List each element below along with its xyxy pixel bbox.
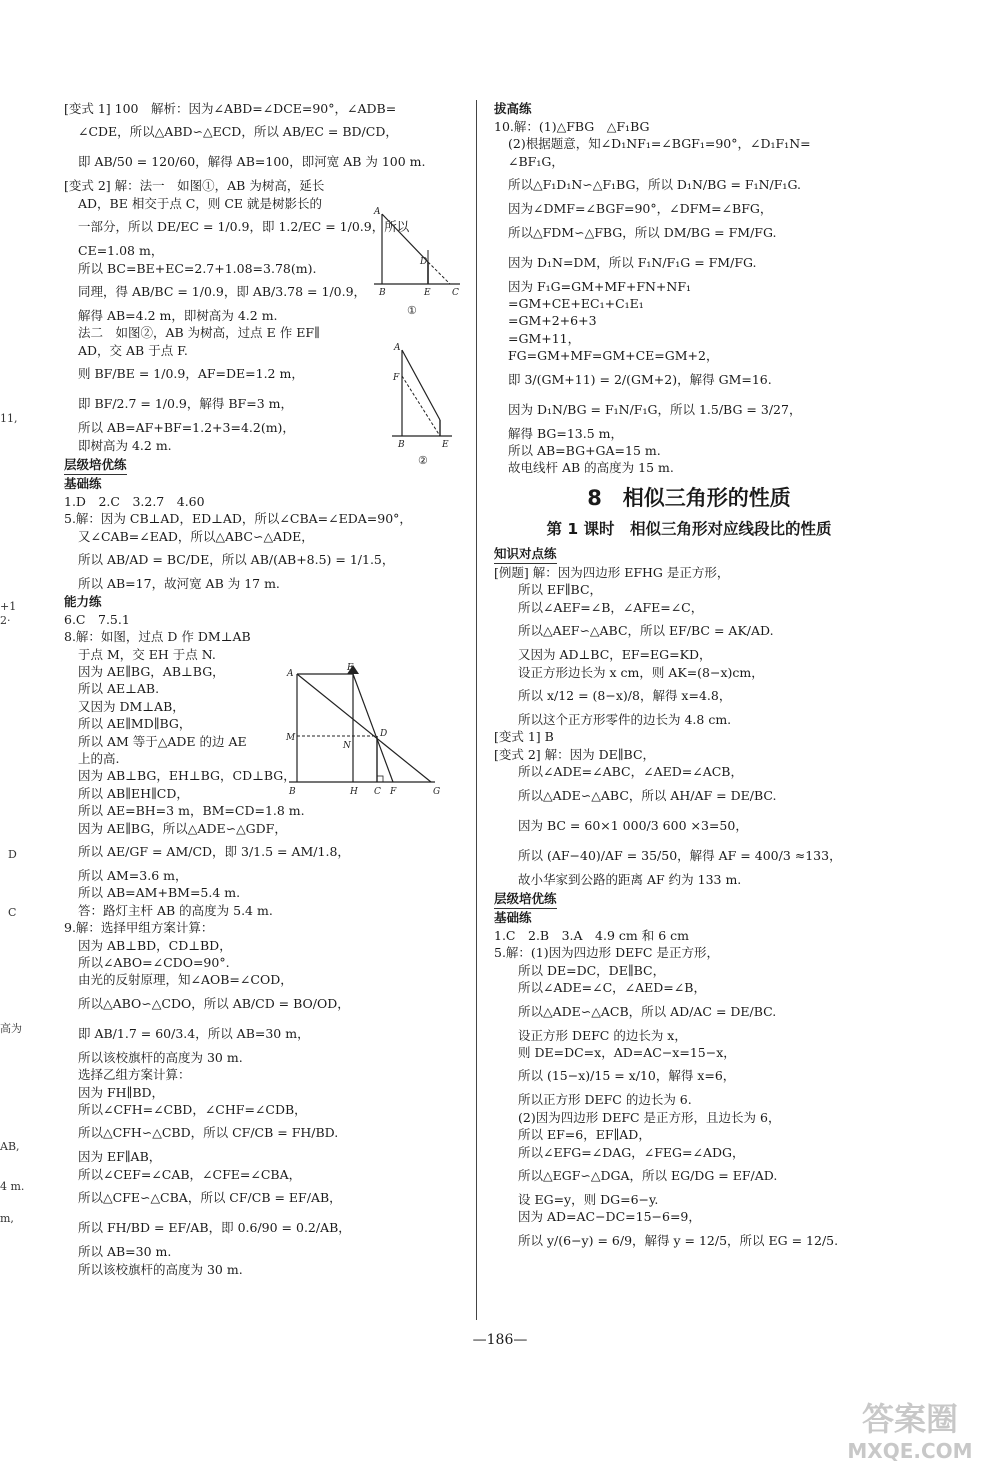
- fig3-label: A: [287, 669, 294, 679]
- fig2-label: B: [398, 440, 405, 450]
- answer-line: 所以 AE=BH=3 m，BM=CD=1.8 m.: [78, 803, 305, 819]
- edge-fragment: AB,: [0, 1140, 20, 1153]
- edge-fragment: 2·: [0, 614, 11, 627]
- answer-line: 9.解：选择甲组方案计算：: [64, 920, 214, 936]
- answer-line: 因为 AB⊥BG，EH⊥BG，CD⊥BG，: [78, 768, 296, 784]
- answer-line: 因为 D₁N/BG = F₁N/F₁G，所以 1.5/BG = 3/27，: [508, 401, 802, 417]
- answer-line: 所以 AE/GF = AM/CD，即 3/1.5 = AM/1.8，: [78, 843, 350, 859]
- fig3-label: F: [390, 787, 397, 797]
- answer-line: 上的高.: [78, 750, 120, 766]
- answer-line: 一部分，所以 DE/EC = 1/0.9，即 1.2/EC = 1/0.9，所以: [78, 219, 410, 235]
- answer-line: 所以△CFE∽△CBA，所以 CF/CB = EF/AB，: [78, 1190, 342, 1206]
- answer-line: ∠CDE，所以△ABD∽△ECD，所以 AB/EC = BD/CD，: [78, 124, 398, 140]
- answer-line: 所以 (15−x)/15 = x/10，解得 x=6，: [518, 1068, 736, 1084]
- answer-line: 所以 x/12 = (8−x)/8，解得 x=4.8，: [518, 687, 732, 703]
- answer-line: 所以 EF∥BC，: [518, 582, 603, 598]
- answer-line: 即 AB/1.7 = 60/3.4，所以 AB=30 m，: [78, 1025, 310, 1041]
- answer-line: 所以 AM 等于△ADE 的边 AE: [78, 733, 247, 749]
- answer-line: 于点 M，交 EH 于点 N.: [78, 646, 216, 662]
- fig2-label: F: [393, 373, 400, 383]
- answer-line: 所以∠ADE=∠C，∠AED=∠B，: [518, 980, 706, 996]
- answer-line: 又因为 DM⊥AB，: [78, 698, 185, 714]
- answer-line: 1.C 2.B 3.A 4.9 cm 和 6 cm: [494, 927, 689, 943]
- answer-line: =GM+2+6+3: [508, 313, 597, 329]
- fig1-label: D: [420, 257, 428, 267]
- figure-2-tree-shadow: [388, 340, 468, 470]
- figure-1-svg: [370, 202, 470, 322]
- subsection-heading: 拔高练: [494, 101, 532, 116]
- fig3-label: B: [289, 787, 296, 797]
- answer-line: 1.D 2.C 3.2.7 4.60: [64, 494, 205, 510]
- answer-line: 即 3/(GM+11) = 2/(GM+2)，解得 GM=16.: [508, 371, 772, 387]
- answer-line: [例题] 解：因为四边形 EFHG 是正方形，: [494, 564, 730, 580]
- watermark-logo: [830, 1392, 990, 1464]
- answer-line: 则 BF/BE = 1/0.9，AF=DE=1.2 m，: [78, 366, 304, 382]
- answer-line: 所以△ADE∽△ACB，所以 AD/AC = DE/BC.: [518, 1003, 777, 1019]
- answer-line: 5.解：因为 CB⊥AD，ED⊥AD，所以∠CBA=∠EDA=90°，: [64, 511, 412, 527]
- fig1-label: E: [424, 288, 431, 298]
- answer-line: (2)根据题意，知∠D₁NF₁=∠BGF₁=90°，∠D₁F₁N=: [508, 136, 811, 152]
- answer-line: 因为 D₁N=DM，所以 F₁N/F₁G = FM/FG.: [508, 254, 757, 270]
- fig1-caption: ①: [407, 304, 417, 317]
- answer-line: 10.解：(1)△FBG △F₁BG: [494, 119, 650, 134]
- answer-line: 又∠CAB=∠EAD，所以△ABC∽△ADE，: [78, 528, 314, 544]
- answer-line: 即树高为 4.2 m.: [78, 437, 172, 453]
- answer-line: 故小华家到公路的距离 AF 约为 133 m.: [518, 871, 742, 887]
- answer-line: 因为 AB⊥BD，CD⊥BD，: [78, 937, 232, 953]
- fig3-label: N: [343, 741, 351, 751]
- answer-line: 所以△EGF∽△DGA，所以 EG/DG = EF/AD.: [518, 1168, 778, 1183]
- answer-line: [变式 2] 解：法一 如图①，AB 为树高，延长: [64, 178, 325, 194]
- subsection-heading: 基础练: [494, 909, 532, 925]
- answer-line: 所以△AEF∽△ABC，所以 EF/BC = AK/AD.: [518, 623, 774, 639]
- answer-line: 所以 AB=AF+BF=1.2+3=4.2(m)，: [78, 420, 295, 436]
- answer-line: 所以 BC=BE+EC=2.7+1.08=3.78(m).: [78, 260, 317, 276]
- answer-line: [变式 1] B: [494, 729, 554, 745]
- chapter-title: 8 相似三角形的性质: [587, 485, 791, 510]
- answer-line: 则 DE=DC=x，AD=AC−x=15−x，: [518, 1044, 736, 1060]
- answer-line: ∠BF₁G，: [508, 153, 564, 169]
- answer-line: 所以△FDM∽△FBG，所以 DM/BG = FM/FG.: [508, 224, 777, 240]
- answer-line: 所以∠ABO=∠CDO=90°.: [78, 955, 230, 970]
- answer-line: 因为 BC = 60×1 000/3 600 ×3=50，: [518, 817, 748, 833]
- answer-line: 因为∠DMF=∠BGF=90°，∠DFM=∠BFG，: [508, 201, 773, 217]
- answer-line: =GM+CE+EC₁+C₁E₁: [508, 296, 644, 312]
- watermark-svg: [830, 1392, 990, 1464]
- edge-fragment: 4 m.: [0, 1180, 25, 1193]
- section-heading: 层级培优练: [64, 456, 127, 475]
- answer-line: 选择乙组方案计算：: [78, 1067, 191, 1083]
- answer-line: 因为 AD=AC−DC=15−6=9，: [518, 1209, 701, 1225]
- figure-1-tree-shadow: [370, 202, 470, 322]
- answer-line: 设正方形边长为 x cm，则 AK=(8−x)cm，: [518, 664, 764, 680]
- answer-line: 所以△ABO∽△CDO，所以 AB/CD = BO/OD，: [78, 995, 350, 1011]
- answer-line: =GM+11，: [508, 330, 581, 346]
- section-heading: 知识对点练: [494, 545, 557, 564]
- fig1-label: A: [374, 207, 381, 217]
- page-number: —186—: [472, 1332, 528, 1348]
- answer-line: 8.解：如图，过点 D 作 DM⊥AB: [64, 629, 251, 645]
- answer-line: 设 EG=y，则 DG=6−y.: [518, 1192, 659, 1207]
- answer-line: 即 AB/50 = 120/60，解得 AB=100，即河宽 AB 为 100 m.: [78, 154, 426, 170]
- answer-line: 又因为 AD⊥BC，EF=EG=KD，: [518, 647, 712, 663]
- figure-3-street-lamp: [285, 660, 455, 800]
- subsection-heading: 基础练: [64, 476, 102, 492]
- answer-line: 所以 AB=30 m.: [78, 1244, 172, 1260]
- answer-line: CE=1.08 m，: [78, 243, 164, 259]
- answer-line: 5.解：(1)因为四边形 DEFC 是正方形，: [494, 945, 719, 961]
- answer-line: 答：路灯主杆 AB 的高度为 5.4 m.: [78, 902, 273, 918]
- figure-3-svg: [285, 660, 455, 800]
- answer-line: 6.C 7.5.1: [64, 611, 130, 627]
- fig1-label: B: [379, 288, 386, 298]
- answer-line: 所以 AB∥EH∥CD，: [78, 785, 189, 801]
- answer-line: 所以正方形 DEFC 的边长为 6.: [518, 1092, 692, 1108]
- answer-line: 因为 AE∥BG，AB⊥BG，: [78, 663, 225, 679]
- answer-line: 所以这个正方形零件的边长为 4.8 cm.: [518, 711, 732, 727]
- answer-line: 所以该校旗杆的高度为 30 m.: [78, 1049, 243, 1065]
- answer-line: 所以 AE⊥AB.: [78, 681, 160, 697]
- answer-line: 因为 AE∥BG，所以△ADE∽△GDF，: [78, 820, 287, 836]
- watermark-text: 答案圈: [861, 1400, 959, 1438]
- fig2-label: E: [442, 440, 449, 450]
- watermark-url: MXQE.COM: [847, 1439, 973, 1463]
- answer-line: 所以△F₁D₁N∽△F₁BG，所以 D₁N/BG = F₁N/F₁G.: [508, 177, 801, 193]
- answer-line: 所以∠CFH=∠CBD，∠CHF=∠CDB，: [78, 1102, 307, 1118]
- subsection-heading: 能力练: [64, 593, 102, 609]
- figure-2-svg: [388, 340, 468, 470]
- answer-line: 所以 EF=6，EF∥AD，: [518, 1127, 651, 1143]
- edge-fragment: D: [8, 848, 17, 861]
- fig3-label: H: [350, 787, 358, 797]
- section-heading: 层级培优练: [494, 890, 557, 909]
- edge-fragment: +1: [0, 600, 17, 613]
- answer-line: 所以△CFH∽△CBD，所以 CF/CB = FH/BD.: [78, 1125, 339, 1141]
- lesson-title: 第 1 课时 相似三角形对应线段比的性质: [546, 519, 832, 538]
- answer-line: 所以 AB/AD = BC/DE，所以 AB/(AB+8.5) = 1/1.5，: [78, 552, 395, 568]
- edge-fragment: 11,: [0, 412, 18, 425]
- answer-line: 法二 如图②，AB 为树高，过点 E 作 EF∥: [78, 325, 320, 341]
- answer-line: 所以 AB=17，故河宽 AB 为 17 m.: [78, 576, 280, 592]
- edge-fragment: C: [8, 906, 17, 919]
- answer-line: 所以∠CEF=∠CAB，∠CFE=∠CBA，: [78, 1166, 302, 1182]
- edge-fragment: 高为: [0, 1022, 22, 1035]
- fig3-label: C: [374, 787, 381, 797]
- fig3-label: D: [380, 729, 388, 739]
- answer-line: AD，交 AB 于点 F.: [78, 342, 188, 358]
- fig1-label: C: [452, 288, 459, 298]
- answer-line: [变式 2] 解：因为 DE∥BC，: [494, 746, 656, 762]
- answer-line: 所以∠ADE=∠ABC，∠AED=∠ACB，: [518, 764, 743, 780]
- answer-line: [变式 1] 100 解析：因为∠ABD=∠DCE=90°，∠ADB=: [64, 101, 397, 116]
- answer-line: 所以 AB=AM+BM=5.4 m.: [78, 885, 241, 901]
- answer-line: 所以 AB=BG+GA=15 m.: [508, 443, 661, 459]
- answer-line: 所以∠EFG=∠DAG，∠FEG=∠ADG，: [518, 1144, 745, 1160]
- answer-line: 即 BF/2.7 = 1/0.9，解得 BF=3 m，: [78, 396, 293, 412]
- answer-line: 所以 (AF−40)/AF = 35/50，解得 AF = 400/3 ≈133，: [518, 847, 842, 863]
- answer-line: 所以 AM=3.6 m，: [78, 867, 188, 883]
- answer-line: 所以 AE∥MD∥BG，: [78, 716, 192, 732]
- fig3-label: G: [433, 787, 441, 797]
- answer-line: 因为 F₁G=GM+MF+FN+NF₁: [508, 278, 692, 294]
- fig2-label: A: [394, 343, 401, 353]
- answer-line: (2)因为四边形 DEFC 是正方形，且边长为 6，: [518, 1109, 781, 1125]
- answer-line: 同理，得 AB/BC = 1/0.9，即 AB/3.78 = 1/0.9，: [78, 284, 367, 300]
- right-top-section: [494, 100, 884, 477]
- answer-line: AD，BE 相交于点 C，则 CE 就是树影长的: [78, 195, 323, 211]
- answer-line: 因为 EF∥AB，: [78, 1149, 162, 1165]
- fig2-caption: ②: [418, 454, 428, 467]
- answer-line: 所以 y/(6−y) = 6/9，解得 y = 12/5，所以 EG = 12/5.: [518, 1232, 839, 1248]
- answer-line: 解得 BG=13.5 m，: [508, 425, 624, 441]
- edge-fragment: m,: [0, 1212, 14, 1225]
- answer-line: 故电线杆 AB 的高度为 15 m.: [508, 460, 674, 476]
- answer-line: 解得 AB=4.2 m，即树高为 4.2 m.: [78, 308, 278, 324]
- right-bottom-section: [494, 543, 884, 1256]
- answer-line: 所以 FH/BD = EF/AB，即 0.6/90 = 0.2/AB，: [78, 1220, 351, 1236]
- right-column: [494, 100, 884, 1256]
- answer-line: 所以该校旗杆的高度为 30 m.: [78, 1261, 243, 1277]
- fig3-label: M: [286, 733, 296, 743]
- answer-line: 所以 DE=DC，DE∥BC，: [518, 962, 666, 978]
- answer-line: 所以∠AEF=∠B，∠AFE=∠C，: [518, 599, 704, 615]
- answer-line: 所以△ADE∽△ABC，所以 AH/AF = DE/BC.: [518, 787, 777, 803]
- answer-line: FG=GM+MF=GM+CE=GM+2，: [508, 348, 719, 364]
- answer-line: 设正方形 DEFC 的边长为 x，: [518, 1027, 687, 1043]
- column-divider: [476, 100, 477, 1320]
- fig3-label: E: [347, 663, 354, 673]
- answer-line: 因为 FH∥BD，: [78, 1084, 165, 1100]
- answer-line: 由光的反射原理，知∠AOB=∠COD，: [78, 972, 293, 988]
